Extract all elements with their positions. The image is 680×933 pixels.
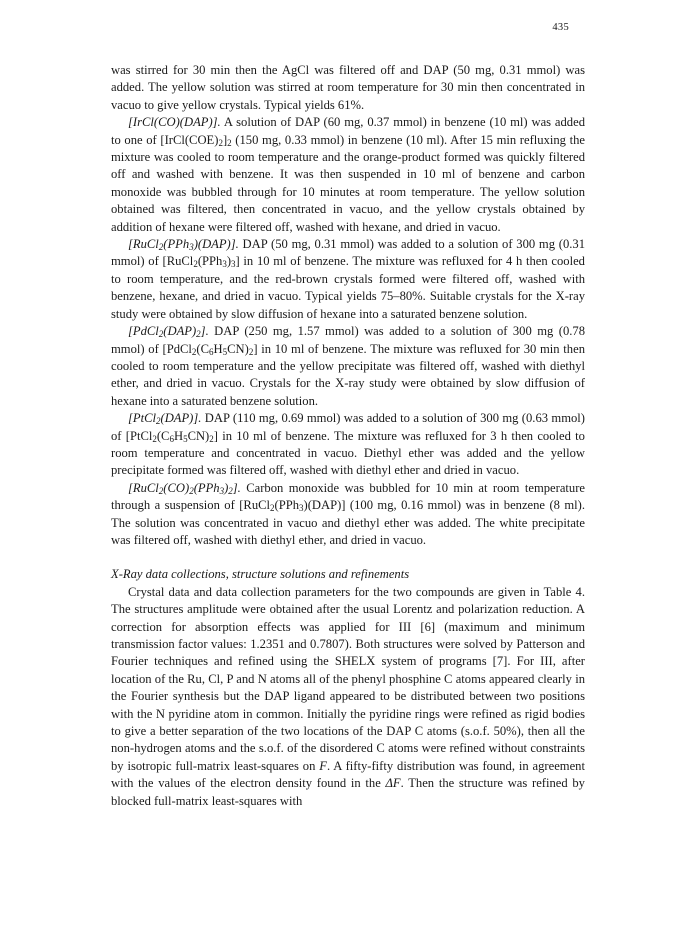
article-body (111, 62, 585, 810)
compound-title-rucl2-co2: $[RuCl_2(CO)_2(PPh_3)_2]$. (128, 480, 241, 496)
paragraph-rucl2-co2-pph3-2: $[RuCl_2(CO)_2(PPh_3)_2]$. Carbon monoxide was bubbled for 10 min at room temperature through a suspension of [RuCl$_2$(PPh$_3$)(DAP)] (100 mg, 0.16 mmol) was in benzene (8 ml). The solution was concentrated in vacuo and diethyl ether was added. The white precipitate was filtered off, washed with diethyl ether, and dried in vacuo. (111, 480, 585, 547)
compound-title-ircl: [IrCl(CO)(DAP)]. (128, 115, 221, 130)
paragraph-ircl-co-dap: [IrCl(CO)(DAP)]. A solution of DAP (60 mg, 0.37 mmol) in benzene (10 ml) was added to one of $[IrCl(COE)_2]_2$ (150 mg, 0.33 mmol) in benzene (10 ml). After 15 min refluxing the mixture was cooled to room temperature and the orange-product formed was quickly filtered off and washed with benzene. It was then suspended in 10 ml of benzene and carbon monoxide was bubbled through for 10 minutes at room temperature. The yellow solution obtained was filtered, then concentrated in vacuo, and the yellow crystals obtained by addition of hexane were filtered off, washed with hexane, and dried in vacuo. (111, 115, 585, 234)
compound-title-ptcl2: [PtCl$_2$(DAP)]. (128, 411, 202, 427)
section-heading: X-Ray data collections, structure solutions and refinements (111, 567, 410, 582)
page-number: 435 (552, 22, 569, 33)
paragraph-1: was stirred for 30 min then the AgCl was filtered off and DAP (50 mg, 0.31 mmol) was added. The yellow solution was stirred at room temperature for 30 min then concentrated in vacuo to give yellow crystals. Typical yields 61%. (111, 63, 585, 112)
compound-title-pdcl2: $[PdCl_2(DAP)_2]$. (128, 324, 209, 340)
paragraph-ptcl2-dap: [PtCl$_2$(DAP)]. DAP (110 mg, 0.69 mmol) was added to a solution of 300 mg (0.63 mmol) of $[PtCl_2(C_6H_5CN)_2]$ in 10 ml of benzene. The mixture was refluxed for 3 h then cooled to room temperature and concentrated in vacuo. Diethyl ether was added and the yellow precipitate formed was filtered off, washed with diethyl ether and dried in vacuo. (111, 411, 585, 478)
paragraph-pdcl2-dap2: $[PdCl_2(DAP)_2]$. DAP (250 mg, 1.57 mmol) was added to a solution of 300 mg (0.78 mmol) of $[PdCl_2(C_6H_5CN)_2]$ in 10 ml of benzene. The mixture was refluxed for 30 min then cooled to room temperature and the yellow precipitate was filtered off, washed with diethyl ether, and dried in vacuo. Crystals for the X-ray study were obtained by slow diffusion of hexane into a saturated benzene solution. (111, 324, 585, 408)
compound-title-rucl2: [RuCl$_2$(PPh$_3$)(DAP)]. (128, 237, 239, 253)
paragraph-xray-methods: Crystal data and data collection parameters for the two compounds are given in Table 4. The structures amplitude were obtained after the usual Lorentz and polarization reduction. A correction for absorption effects was applied for III [6] (maximum and minimum transmission factor values: 1.2351 and 0.7807). Both structures were solved by Patterson and Fourier techniques and refined using the SHELX system of programs [7]. For III, after location of the Ru, Cl, P and N atoms all of the phenyl phosphine C atoms appeared clearly in the Fourier synthesis but the DAP ligand appeared to be distributed between two positions with the N pyridine atom in common. Initially the pyridine rings were refined as rigid bodies to give a better separation of the two locations of the DAP C atoms (s.o.f. 50%), then all the non-hydrogen atoms and the s.o.f. of the disordered C atoms were refined without constraints by isotropic full-matrix least-squares on F. A fifty-fifty distribution was found, in agreement with the values of the electron density found in the ΔF. Then the structure was refined by blocked full-matrix least-squares with (111, 584, 585, 808)
paragraph-rucl2-pph3-dap: [RuCl$_2$(PPh$_3$)(DAP)]. DAP (50 mg, 0.31 mmol) was added to a solution of 300 mg (0.31 mmol) of $[RuCl_2(PPh_3)_3]$ in 10 ml of benzene. The mixture was refluxed for 4 h then cooled to room temperature, and the red-brown crystals formed were filtered off, washed with benzene, hexane, and dried in vacuo. Typical yields 75–80%. Suitable crystals for the X-ray study were obtained by slow diffusion of hexane into a saturated benzene solution. (111, 237, 585, 321)
